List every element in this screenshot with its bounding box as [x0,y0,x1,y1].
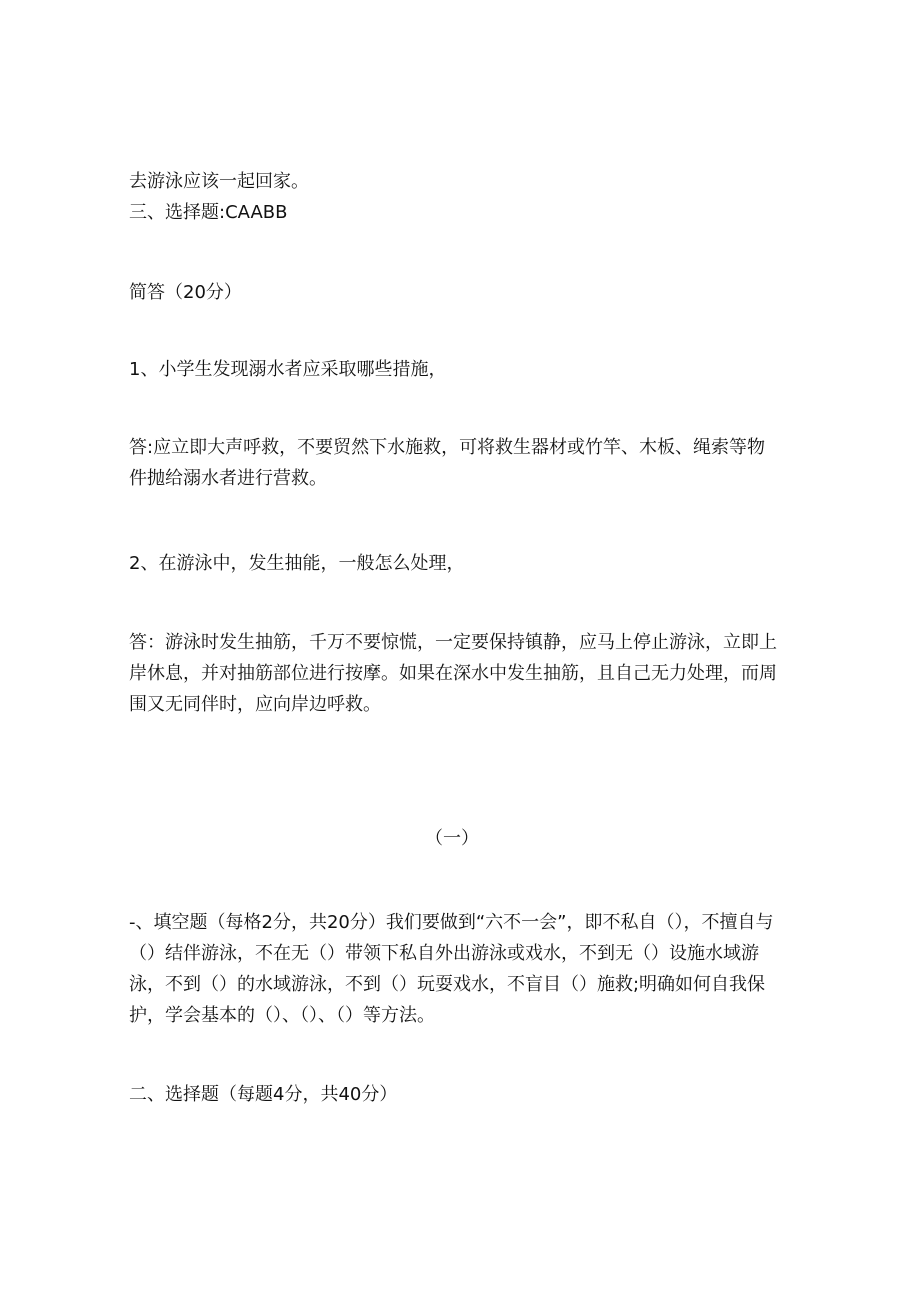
section-number: （一） [425,828,479,849]
question-1: 1、小学生发现溺水者应采取哪些措施， [129,359,447,380]
answer-line-end: 去游泳应该一起回家。 [129,171,309,192]
question-2: 2、在游泳中，发生抽能，一般怎么处理， [129,553,465,574]
answer-2: 答：游泳时发生抽筋，千万不要惊慌，一定要保持镇静，应马上停止游泳，立即上岸休息，并对抽筋部位进行按摩。如果在深水中发生抽筋，且自己无力处理，而周围又无同伴时，应向岸边呼救。 [129,632,777,715]
choice-answer-key: 三、选择题:CAABB [129,202,288,223]
answer-1: 答:应立即大声呼救，不要贸然下水施救，可将救生器材或竹竿、木板、绳索等物件抛给溺水者进行营救。 [129,437,766,489]
short-answer-heading: 简答（20分） [129,282,242,303]
fill-blank-question: -、填空题（每格2分，共20分）我们要做到“六不一会”，即不私自（），不擅自与（）结伴游泳，不在无（）带领下私自外出游泳或戏水，不到无（）设施水域游泳，不到（）的水域游泳，不到（）玩耍戏水，不盲目（）施救;明确如何自我保护，学会基本的（）、（）、（）等方法。 [129,912,774,1026]
choice-section-heading: 二、选择题（每题4分，共40分） [129,1084,398,1105]
